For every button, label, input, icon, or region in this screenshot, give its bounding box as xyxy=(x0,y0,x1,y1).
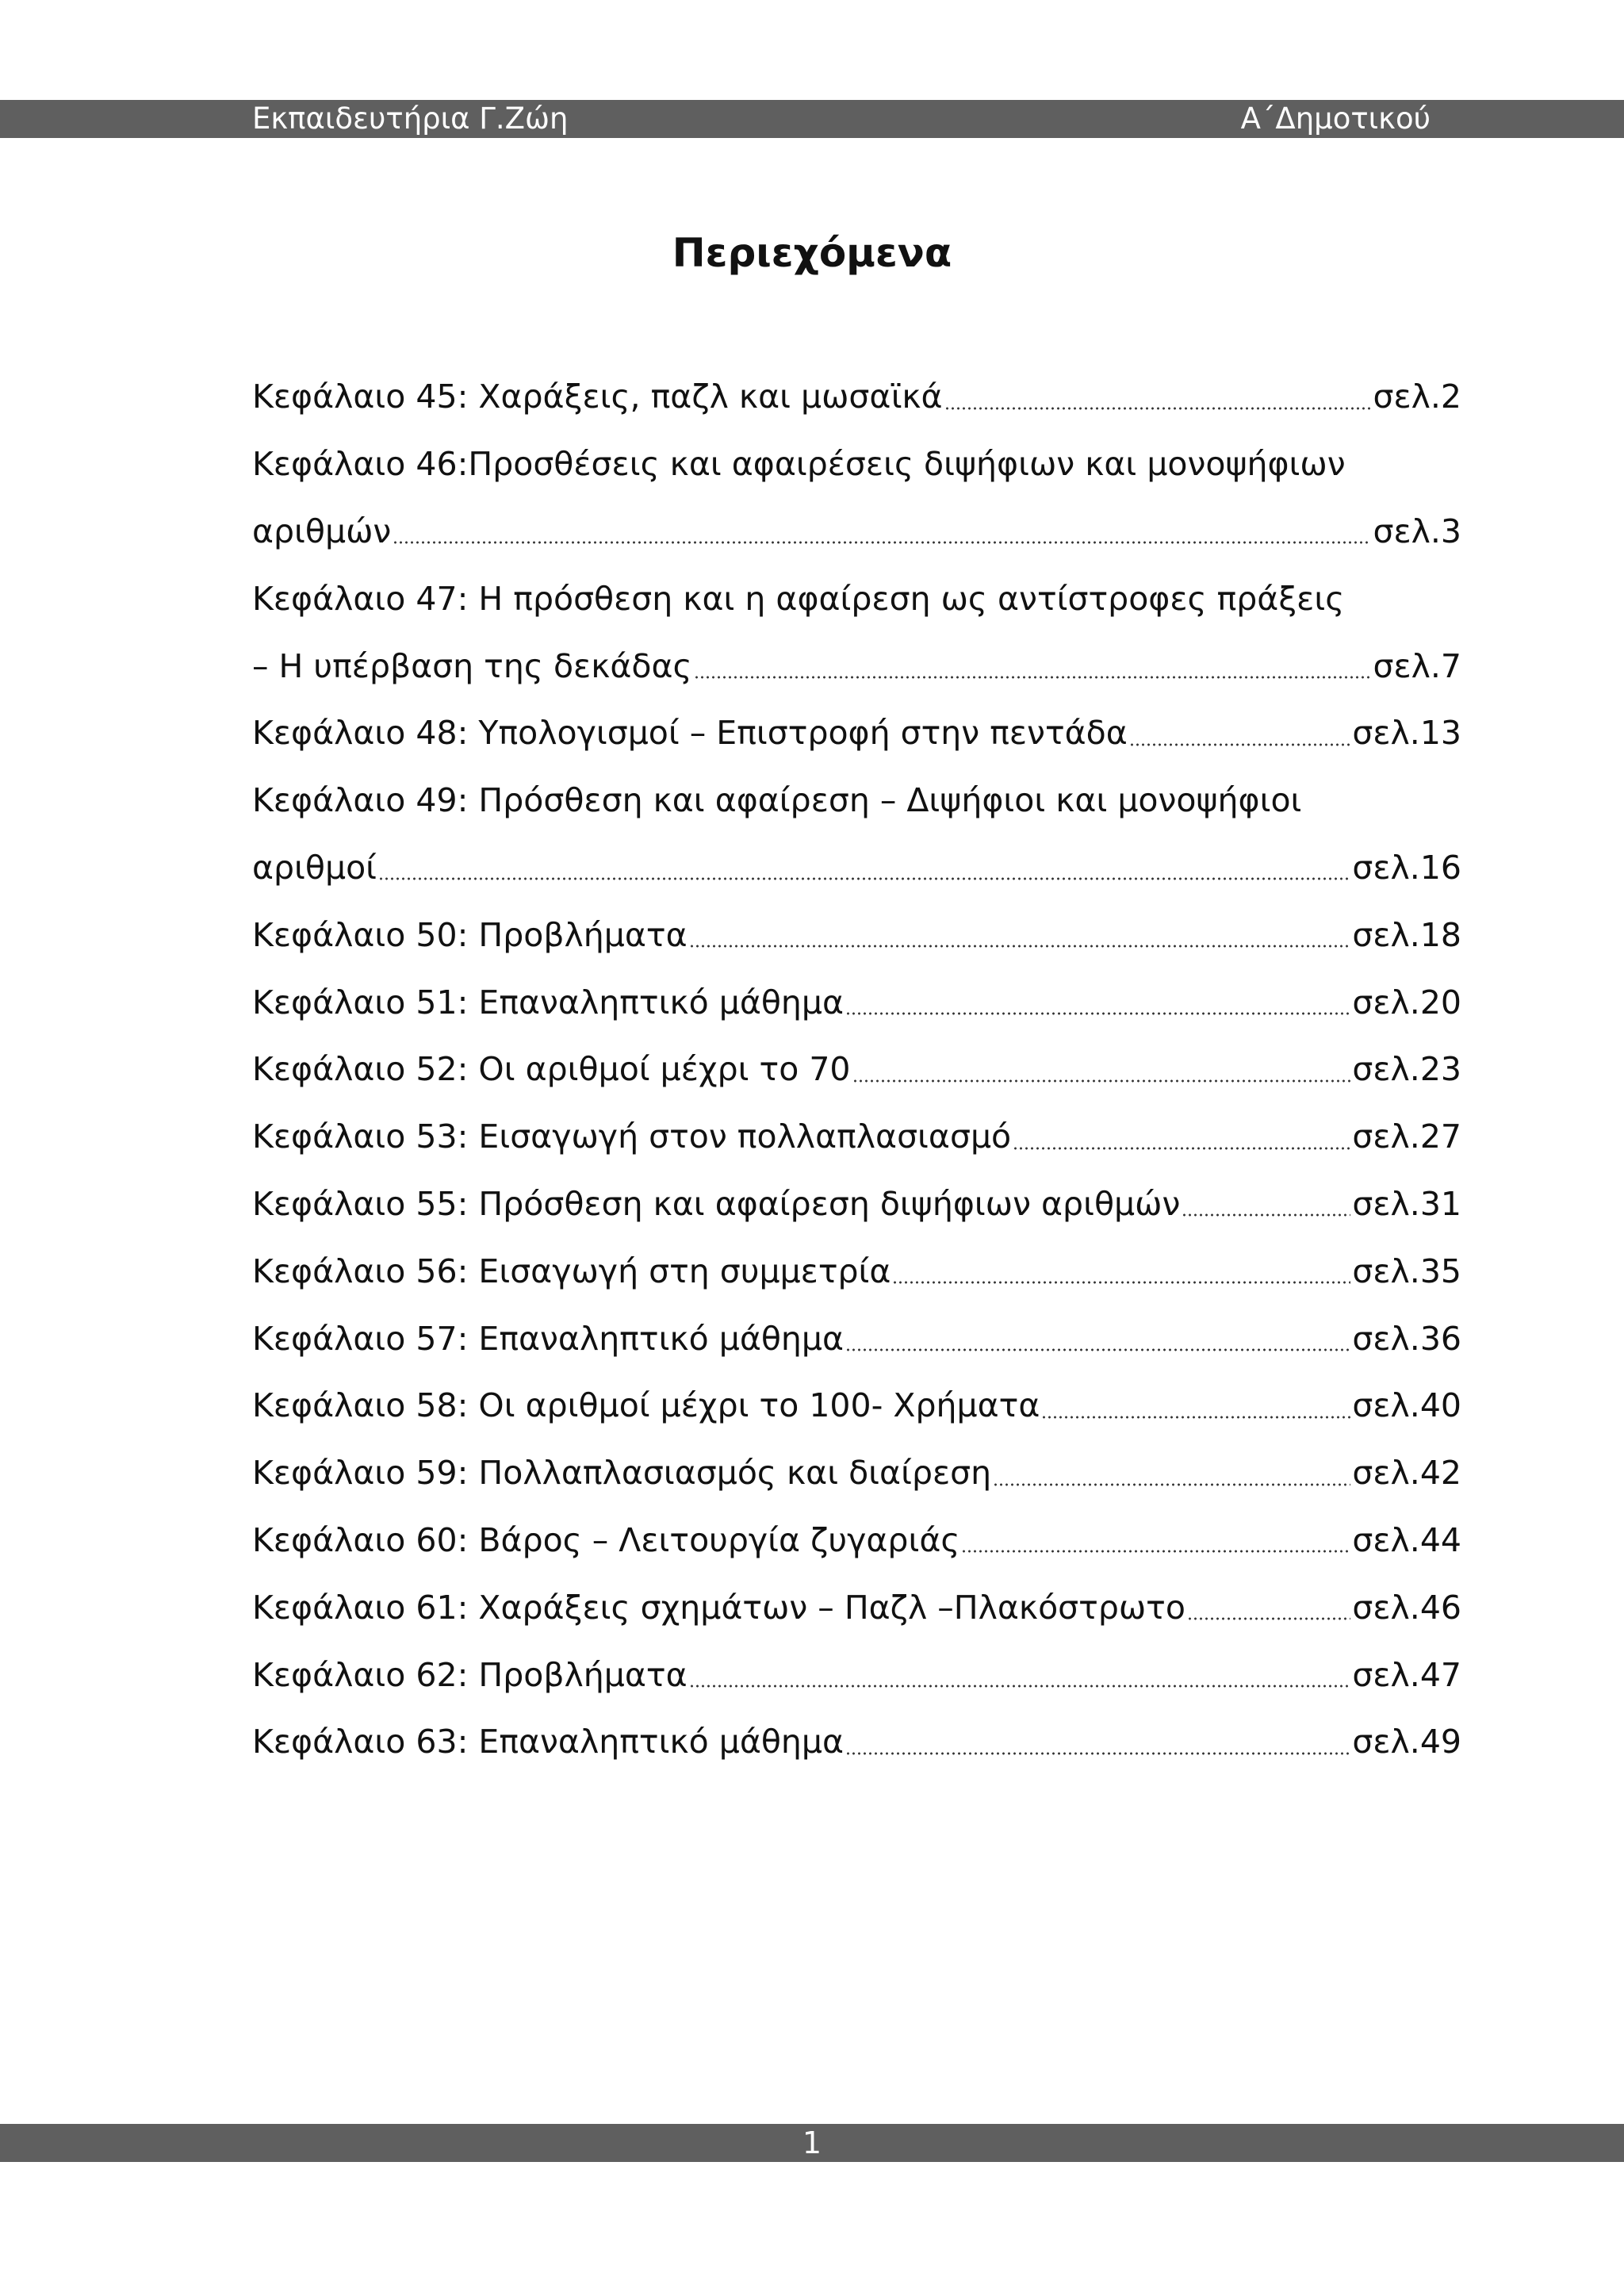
toc-entry-title: Κεφάλαιο 52: Οι αριθμοί μέχρι το 70 xyxy=(252,1050,851,1089)
page-number: 1 xyxy=(802,2125,822,2160)
toc-dot-leader xyxy=(845,1348,1350,1351)
toc-entry-page: σελ.36 xyxy=(1352,1319,1461,1358)
toc-dot-leader xyxy=(892,1281,1350,1284)
toc-entry-page: σελ.49 xyxy=(1352,1723,1461,1761)
toc-entry-title: Κεφάλαιο 60: Βάρος – Λειτουργία ζυγαριάς xyxy=(252,1520,960,1559)
toc-entry-title: Κεφάλαιο 47: Η πρόσθεση και η αφαίρεση ως αντίστροφες πράξεις xyxy=(252,579,1345,618)
toc-entry-title: Κεφάλαιο 56: Εισαγωγή στη συμμετρία xyxy=(252,1251,891,1290)
toc-entry xyxy=(252,1372,1461,1439)
page-title: Περιεχόμενα xyxy=(672,230,952,276)
toc-entry-page: σελ.13 xyxy=(1352,714,1461,753)
toc-entry xyxy=(252,1036,1461,1103)
toc-entry xyxy=(252,1507,1461,1574)
toc-entry xyxy=(252,968,1461,1036)
toc-entry-title: Κεφάλαιο 50: Προβλήματα xyxy=(252,915,688,954)
header-school-name: Εκπαιδευτήρια Γ.Ζώη xyxy=(252,102,569,136)
toc-entry-title: Κεφάλαιο 59: Πολλαπλασιασμός και διαίρεση xyxy=(252,1454,992,1493)
toc-entry-title: Κεφάλαιο 51: Επαναληπτικό μάθημα xyxy=(252,983,845,1022)
toc-entry xyxy=(252,1573,1461,1641)
toc-entry-page: σελ.40 xyxy=(1352,1386,1461,1425)
toc-entry-title: Κεφάλαιο 48: Υπολογισμοί – Επιστροφή στην πεντάδα xyxy=(252,714,1128,753)
toc-entry-title: Κεφάλαιο 45: Χαράξεις, παζλ και μωσαϊκά xyxy=(252,378,943,416)
toc-entry xyxy=(252,901,1461,968)
toc-entry-page: σελ.46 xyxy=(1352,1588,1461,1627)
toc-entry-page: σελ.18 xyxy=(1352,915,1461,954)
toc-dot-leader xyxy=(393,541,1371,544)
toc-entry xyxy=(252,363,1461,431)
toc-dot-leader xyxy=(1013,1147,1350,1150)
toc-entry-title: Κεφάλαιο 55: Πρόσθεση και αφαίρεση διψήφιων αριθμών xyxy=(252,1184,1181,1223)
toc-dot-leader xyxy=(689,1685,1351,1688)
header-grade: Α΄Δημοτικού xyxy=(1240,102,1431,136)
toc-dot-leader xyxy=(1129,743,1351,746)
toc-entry-page: σελ.31 xyxy=(1352,1184,1461,1223)
toc-dot-leader xyxy=(1182,1213,1350,1217)
toc-entry xyxy=(252,565,1461,632)
toc-entry-title: Κεφάλαιο 58: Οι αριθμοί μέχρι το 100- Χρήματα xyxy=(252,1386,1040,1425)
toc-entry-page: σελ.42 xyxy=(1352,1454,1461,1493)
toc-entry xyxy=(252,632,1461,700)
toc-entry-page: σελ.20 xyxy=(1352,983,1461,1022)
toc-dot-leader xyxy=(845,1012,1350,1015)
toc-entry xyxy=(252,431,1461,498)
toc-entry-page: σελ.7 xyxy=(1373,646,1461,685)
toc-entry-title: Κεφάλαιο 57: Επαναληπτικό μάθημα xyxy=(252,1319,845,1358)
toc-entry-page: σελ.16 xyxy=(1352,848,1461,887)
toc-entry-title: Κεφάλαιο 49: Πρόσθεση και αφαίρεση – Διψήφιοι και μονοψήφιοι xyxy=(252,781,1302,820)
toc-dot-leader xyxy=(378,877,1350,880)
toc-entry xyxy=(252,700,1461,767)
toc-dot-leader xyxy=(993,1483,1350,1486)
toc-dot-leader xyxy=(845,1752,1350,1755)
footer-bar xyxy=(0,2124,1624,2162)
toc-entry xyxy=(252,1641,1461,1708)
toc-entry-title: Κεφάλαιο 46:Προσθέσεις και αφαιρέσεις διψήφιων και μονοψήφιων xyxy=(252,445,1346,484)
toc-entry-page: σελ.23 xyxy=(1352,1050,1461,1089)
toc-entry-title: – Η υπέρβαση της δεκάδας xyxy=(252,646,692,685)
toc-dot-leader xyxy=(689,945,1351,948)
toc-entry xyxy=(252,498,1461,565)
toc-entry-page: σελ.3 xyxy=(1373,512,1461,550)
toc-entry-page: σελ.2 xyxy=(1373,378,1461,416)
toc-dot-leader xyxy=(1187,1617,1350,1620)
toc-dot-leader xyxy=(961,1550,1350,1553)
toc-entry-title: Κεφάλαιο 62: Προβλήματα xyxy=(252,1655,688,1694)
toc-entry xyxy=(252,1305,1461,1372)
toc-entry xyxy=(252,834,1461,902)
toc-entry-page: σελ.35 xyxy=(1352,1251,1461,1290)
toc-dot-leader xyxy=(694,676,1372,679)
toc-entry-title: αριθμών xyxy=(252,512,392,550)
toc-entry-title: Κεφάλαιο 53: Εισαγωγή στον πολλαπλασιασμό xyxy=(252,1117,1012,1156)
toc-entry xyxy=(252,1103,1461,1171)
table-of-contents xyxy=(252,363,1461,1776)
toc-entry-page: σελ.44 xyxy=(1352,1520,1461,1559)
toc-entry-title: Κεφάλαιο 61: Χαράξεις σχημάτων – Παζλ –Πλακόστρωτο xyxy=(252,1588,1185,1627)
header-bar xyxy=(0,100,1624,138)
toc-entry-title: αριθμοί xyxy=(252,848,377,887)
toc-dot-leader xyxy=(852,1079,1351,1083)
toc-entry-title: Κεφάλαιο 63: Επαναληπτικό μάθημα xyxy=(252,1723,845,1761)
toc-entry-page: σελ.27 xyxy=(1352,1117,1461,1156)
toc-entry xyxy=(252,767,1461,834)
toc-entry-page: σελ.47 xyxy=(1352,1655,1461,1694)
toc-entry xyxy=(252,1171,1461,1238)
toc-entry xyxy=(252,1708,1461,1776)
toc-dot-leader xyxy=(944,407,1372,410)
toc-entry xyxy=(252,1439,1461,1507)
toc-dot-leader xyxy=(1041,1416,1350,1419)
toc-entry xyxy=(252,1237,1461,1305)
